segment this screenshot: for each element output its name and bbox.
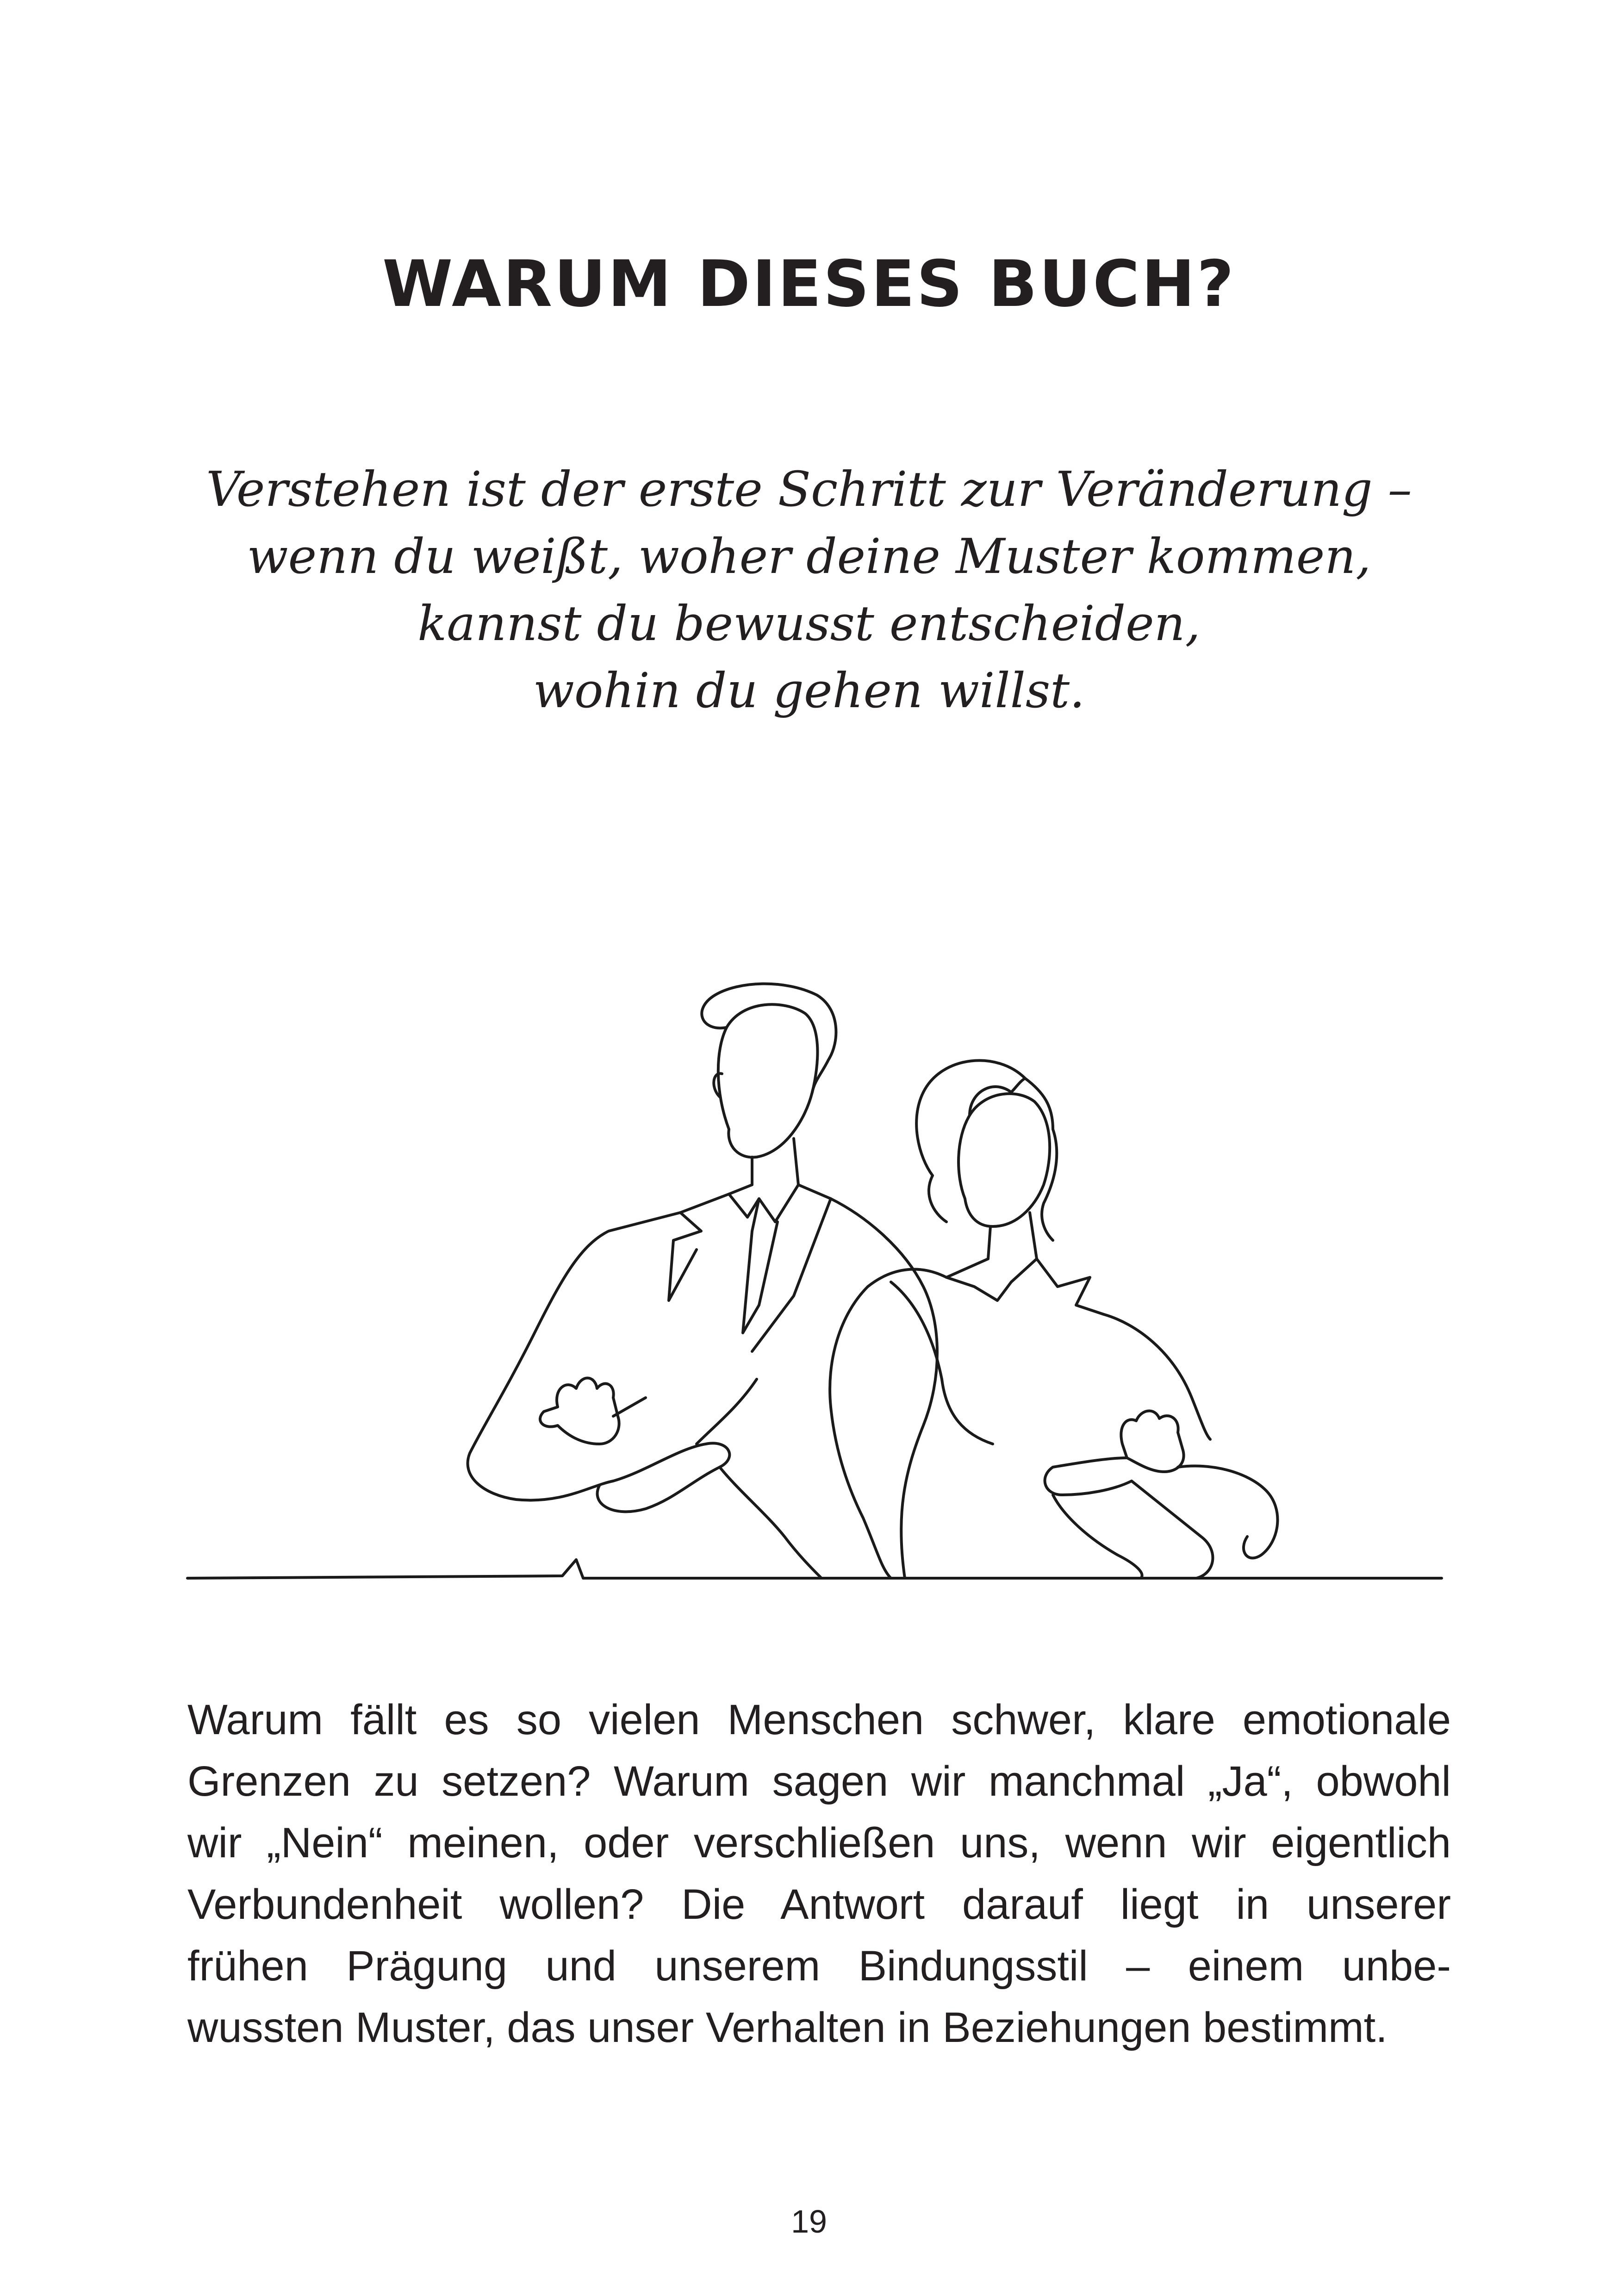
woman-head bbox=[958, 1094, 1050, 1226]
quote-line: kannst du bewusst entscheiden, bbox=[417, 595, 1201, 652]
man-hand bbox=[540, 1378, 619, 1444]
man-collar bbox=[729, 1185, 798, 1222]
body-line: Grenzen zu setzen? Warum sagen wir manchmal „Ja“, obwohl bbox=[187, 1758, 1451, 1805]
woman-sleeve bbox=[1053, 1495, 1142, 1578]
woman-hand bbox=[1121, 1411, 1183, 1472]
man-forearm bbox=[613, 1379, 757, 1444]
body-line: wussten Muster, das unser Verhalten in Beziehungen bestimmt. bbox=[187, 2004, 1388, 2051]
quote-line: wohin du gehen willst. bbox=[533, 662, 1085, 719]
man-left-lapel bbox=[669, 1194, 729, 1300]
man-torso-line bbox=[720, 1467, 821, 1578]
quote-block bbox=[185, 456, 1433, 724]
man-head bbox=[718, 1004, 818, 1157]
woman-left-shoulder bbox=[830, 1269, 946, 1578]
body-line: frühen Prägung und unserem Bindungsstil – einem unbe- bbox=[187, 1942, 1451, 1990]
woman-right-shoulder bbox=[1104, 1314, 1210, 1439]
man-right-shoulder bbox=[831, 1199, 937, 1578]
man-arm-upper bbox=[597, 1443, 730, 1512]
man-right-lapel bbox=[752, 1185, 831, 1351]
quote-line: wenn du weißt, woher deine Muster kommen, bbox=[247, 528, 1371, 585]
woman-neck bbox=[988, 1213, 1037, 1259]
body-paragraph bbox=[187, 1689, 1451, 2059]
woman-lower-arm bbox=[1132, 1481, 1213, 1578]
quote-line: Verstehen ist der erste Schritt zur Veränderung – bbox=[206, 461, 1412, 517]
woman-collar bbox=[946, 1259, 1104, 1314]
page-number: 19 bbox=[791, 2203, 827, 2240]
woman-elbow bbox=[1178, 1466, 1277, 1558]
couple-line-art-illustration bbox=[183, 981, 1446, 1587]
woman-inner-line bbox=[891, 1282, 993, 1444]
man-left-shoulder bbox=[468, 1213, 680, 1500]
body-line: wir „Nein“ meinen, oder verschließen uns, wenn wir eigentlich bbox=[187, 1819, 1451, 1867]
body-line: Verbundenheit wollen? Die Antwort darauf liegt in unserer bbox=[187, 1881, 1451, 1928]
woman-hair bbox=[916, 1060, 1053, 1222]
man-neck bbox=[752, 1139, 798, 1185]
ground-line bbox=[187, 1560, 1442, 1578]
woman-forearm bbox=[1045, 1458, 1132, 1495]
body-line: Warum fällt es so vielen Menschen schwer, klare emotionale bbox=[187, 1696, 1451, 1743]
page-title: WARUM DIESES BUCH? bbox=[382, 247, 1236, 321]
